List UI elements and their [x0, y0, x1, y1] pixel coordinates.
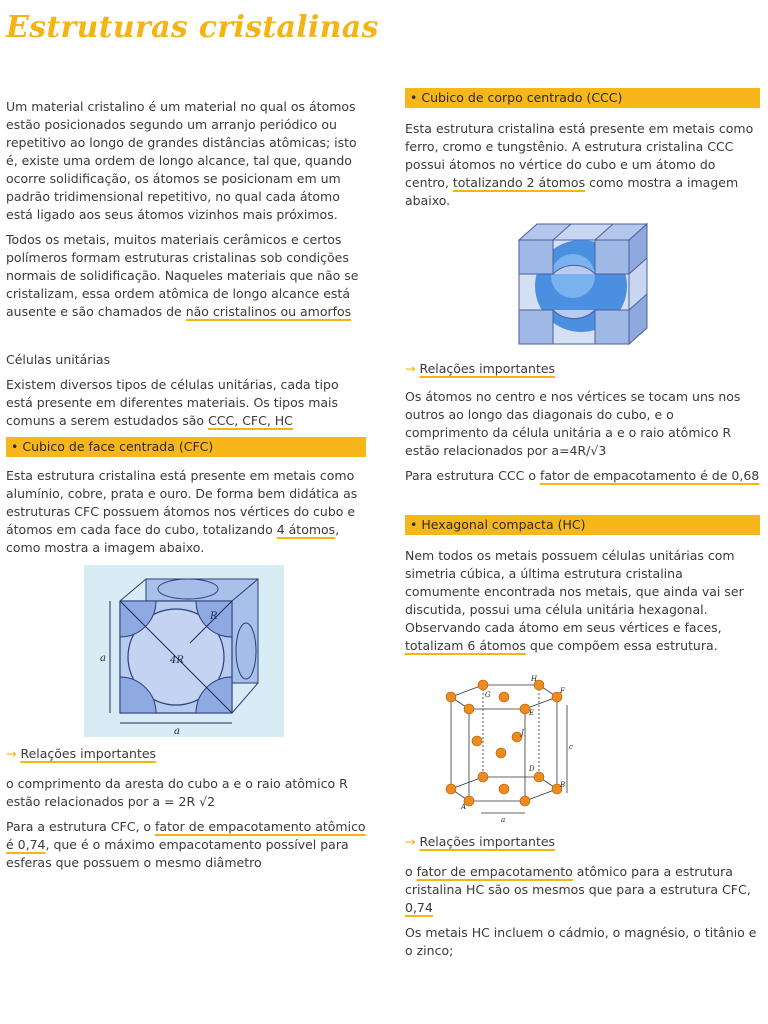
ccc-relations-label: [405, 360, 760, 378]
cfc-r-label: R: [210, 611, 218, 622]
hc-metals-paragraph: Os metais HC incluem o cádmio, o magnésio, o titânio e o zinco;: [405, 925, 757, 958]
cfc-packing-paragraph: [6, 818, 366, 872]
hc-label-b: B: [560, 781, 566, 789]
cfc-packing-highlight: fator de empacotamento atômico é 0,74: [6, 819, 366, 852]
hc-unit-cell-figure: [421, 675, 571, 825]
hc-packing-text: o: [405, 864, 417, 879]
cfc-relations-label: [6, 745, 366, 763]
intro-paragraph: Um material cristalino é um material no qual os átomos estão posicionados segundo um arranjo periódico ou repetitivo ao longo de grandes distâncias atômicas; isto é, existe uma ordem de longo alcance, tal que, quando ocorre solidificação, os átomos se posicionam em um padrão tridimensional repetitivo, no qual cada átomo está ligado aos seus átomos vizinhos mais próximos.: [6, 99, 357, 222]
cfc-heading: • Cubico de face centrada (CFC): [6, 437, 366, 457]
cfc-unit-cell-figure: [84, 565, 284, 737]
cfc-side-label: a: [100, 653, 106, 664]
unit-cells-paragraph: [6, 376, 366, 430]
ccc-packing-highlight: fator de empacotamento é de 0,68: [539, 468, 760, 483]
hc-relations-label: [405, 833, 760, 851]
arrow-icon: →: [405, 361, 416, 376]
cfc-packing-tail: , que é o máximo empacotamento possível para esferas que possuem o mesmo diâmetro: [6, 837, 349, 870]
hc-label-j: J: [521, 729, 524, 737]
cfc-text-tail: , como mostra a imagem abaixo.: [6, 522, 340, 555]
cfc-atoms-highlight: 4 átomos: [276, 522, 336, 537]
structures-text: Todos os metais, muitos materiais cerâmicos e certos polímeros formam estruturas cristalinas sob condições normais de solidificação. Naqueles materiais que não se cristalizam, essa ordem atômica de longo alcance está ausente e são chamados de: [6, 232, 359, 319]
hc-packing-highlight: fator de empacotamento: [416, 864, 573, 879]
hc-heading: • Hexagonal compacta (HC): [405, 515, 760, 535]
ccc-atoms-highlight: totalizando 2 átomos: [452, 175, 586, 190]
arrow-icon: →: [6, 746, 17, 761]
ccc-text: Esta estrutura cristalina está presente em metais como ferro, cromo e tungstênio. A estrutura cristalina CCC possui átomos no vértice do cubo e um átomo do centro,: [405, 121, 754, 190]
structures-paragraph: [6, 231, 366, 321]
hc-label-f: F: [560, 687, 565, 695]
cfc-text: Esta estrutura cristalina está presente em metais como alumínio, cobre, prata e ouro. De forma bem didática as estruturas CFC possuem átomos nos vértices do cubo e átomos em cada face do cubo, totalizando: [6, 468, 358, 537]
hc-label-d: D: [529, 765, 535, 773]
arrow-icon: →: [405, 834, 416, 849]
hc-packing-paragraph: [405, 863, 760, 917]
cfc-packing-text: Para a estrutura CFC, o: [6, 819, 156, 834]
unit-cells-text: Existem diversos tipos de células unitárias, cada tipo está presente em diferentes materiais. Os tipos mais comuns a serem estudados são: [6, 377, 339, 428]
unit-cells-heading: Células unitárias: [6, 352, 111, 367]
ccc-packing-paragraph: [405, 467, 760, 485]
left-column: [6, 98, 366, 879]
ccc-heading: • Cubico de corpo centrado (CCC): [405, 88, 760, 108]
cfc-relations-text: Relações importantes: [20, 746, 157, 761]
hc-text: Nem todos os metais possuem células unitárias com simetria cúbica, a última estrutura cristalina comumente encontrada nos metais, que ainda vai ser discutida, possui uma célula unitária hexagonal. Observando cada átomo em seus vértices e faces,: [405, 548, 744, 635]
hc-atoms-highlight: totalizam 6 átomos: [405, 638, 526, 653]
cfc-bottom-label: a: [174, 726, 180, 737]
types-highlight: CCC, CFC, HC: [208, 413, 293, 428]
cfc-4r-label: 4R: [170, 655, 184, 666]
hc-paragraph: [405, 547, 760, 655]
ccc-relation-paragraph: Os átomos no centro e nos vértices se tocam uns nos outros ao longo das diagonais do cubo, e o comprimento da célula unitária a e o raio atômico R estão relacionados por a=4R/√3: [405, 389, 741, 458]
hc-label-a-atom: A: [461, 803, 467, 811]
ccc-relations-text: Relações importantes: [419, 361, 556, 376]
hc-label-c: c: [569, 743, 573, 751]
hc-packing-mid: atômico para a estrutura cristalina HC são os mesmos que para a estrutura CFC,: [405, 864, 751, 897]
hc-text-tail: que compõem essa estrutura.: [525, 638, 718, 653]
ccc-packing-text: Para estrutura CCC o: [405, 468, 540, 483]
ccc-paragraph: [405, 120, 760, 210]
ccc-text-tail: como mostra a imagem abaixo.: [405, 175, 739, 208]
cfc-paragraph: [6, 467, 366, 557]
right-column: [405, 88, 760, 967]
hc-packing-value: 0,74: [405, 900, 433, 915]
ccc-unit-cell-figure: [513, 220, 653, 350]
hc-label-h: H: [531, 675, 538, 683]
amorphous-highlight: não cristalinos ou amorfos: [185, 304, 352, 319]
hc-label-e: E: [529, 709, 535, 717]
hc-label-a: a: [501, 816, 506, 824]
hc-relations-text: Relações importantes: [419, 834, 556, 849]
hc-label-g: G: [485, 691, 491, 699]
cfc-relation-paragraph: o comprimento da aresta do cubo a e o raio atômico R estão relacionados por a = 2R √2: [6, 776, 348, 809]
page-title: Estruturas cristalinas: [6, 10, 379, 45]
